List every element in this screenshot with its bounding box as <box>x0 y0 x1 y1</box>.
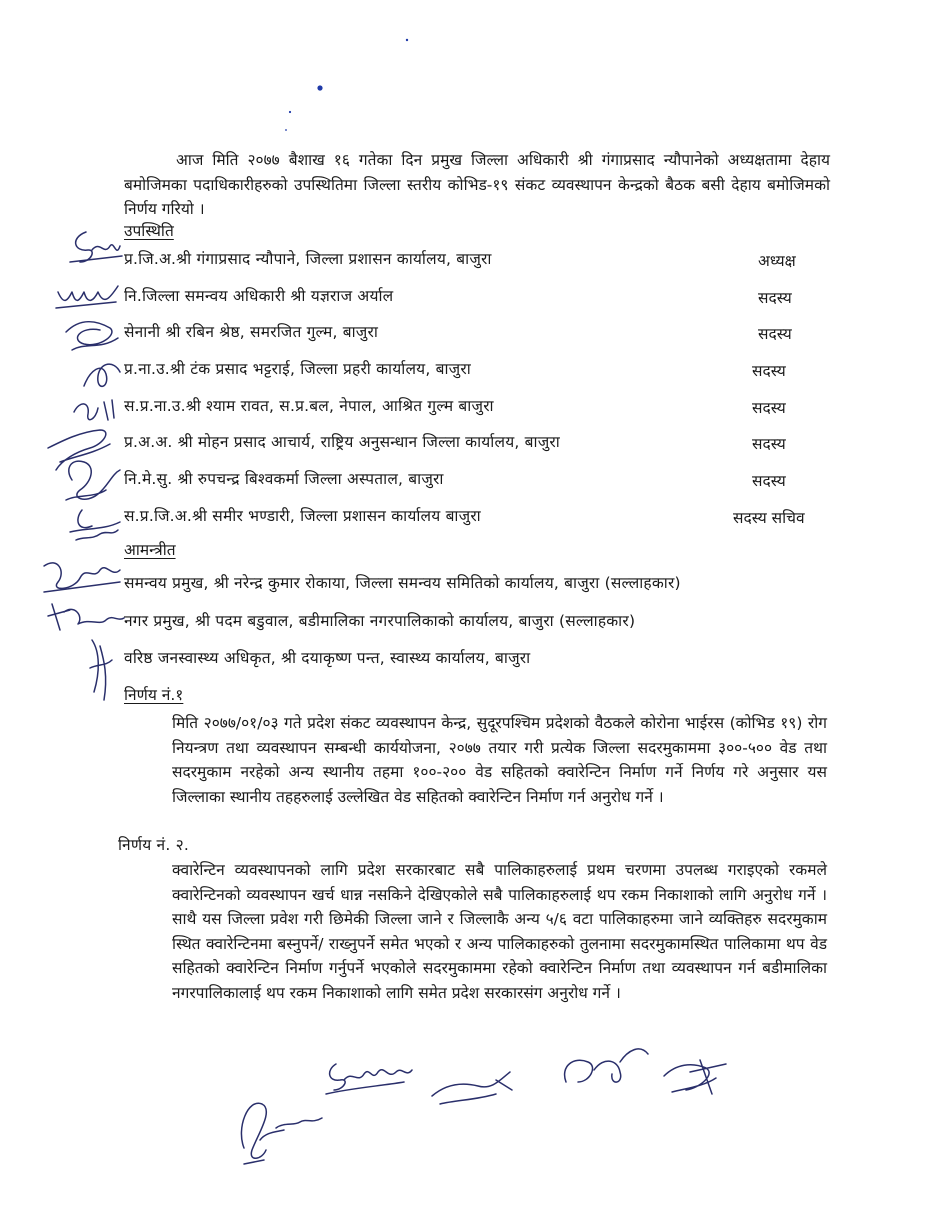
member-name: सेनानी श्री रबिन श्रेष्ठ, समरजित गुल्म, बाजुरा <box>124 323 379 341</box>
member-name: प्र.ना.उ.श्री टंक प्रसाद भट्टराई, जिल्ला प्रहरी कार्यालय, बाजुरा <box>124 360 471 378</box>
decision-1-heading: निर्णय नं.१ <box>124 686 184 704</box>
member-name: स.प्र.जि.अ.श्री समीर भण्डारी, जिल्ला प्रशासन कार्यालय बाजुरा <box>124 507 481 525</box>
member-role: सदस्य <box>752 472 786 490</box>
attendance-heading: उपस्थिति <box>124 222 174 240</box>
member-name: प्र.अ.अ. श्री मोहन प्रसाद आचार्य, राष्ट्रिय अनुसन्धान जिल्ला कार्यालय, बाजुरा <box>124 433 560 451</box>
member-name: नि.जिल्ला समन्वय अधिकारी श्री यज्ञराज अर्याल <box>124 287 394 305</box>
member-role: सदस्य <box>758 289 792 307</box>
decision-1-text: मिति २०७७/०१/०३ गते प्रदेश संकट व्यवस्थापन केन्द्र, सुदूरपश्चिम प्रदेशको वैठकले कोरोना भाईरस (कोभिड १९) रोग नियन्त्रण तथा व्यवस्थापन सम्बन्धी कार्ययोजना, २०७७ तयार गरी प्रत्येक जिल्ला सदरमुकाममा ३००-५०० वेड तथा सदरमुकाम नरहेको अन्य स्थानीय तहमा १००-२०० वेड सहितको क्वारेन्टिन निर्माण गर्ने निर्णय गरे अनुसार यस जिल्लाका स्थानीय तहहरुलाई उल्लेखित वेड सहितको क्वारेन्टिन निर्माण गर्न अनुरोध गर्ने । <box>172 714 827 806</box>
member-name: स.प्र.ना.उ.श्री श्याम रावत, स.प्र.बल, नेपाल, आश्रित गुल्म बाजुरा <box>124 397 494 415</box>
member-name: प्र.जि.अ.श्री गंगाप्रसाद न्यौपाने, जिल्ला प्रशासन कार्यालय, बाजुरा <box>124 250 492 268</box>
intro-paragraph: आज मिति २०७७ बैशाख १६ गतेका दिन प्रमुख जिल्ला अधिकारी श्री गंगाप्रसाद न्यौपानेको अध्यक्षतामा देहाय बमोजिमका पदाधिकारीहरुको उपस्थितिमा जिल्ला स्तरीय कोभिड-१९ संकट व्यवस्थापन केन्द्रको बैठक बसी देहाय बमोजिमको निर्णय गरियो । <box>124 151 830 218</box>
member-role: सदस्य <box>758 325 792 343</box>
invited-member: वरिष्ठ जनस्वास्थ्य अधिकृत, श्री दयाकृष्ण पन्त, स्वास्थ्य कार्यालय, बाजुरा <box>124 649 531 667</box>
invited-member: समन्वय प्रमुख, श्री नरेन्द्र कुमार रोकाया, जिल्ला समन्वय समितिको कार्यालय, बाजुरा (सल्लाहकार) <box>124 574 681 592</box>
invited-member: नगर प्रमुख, श्री पदम बडुवाल, बडीमालिका नगरपालिकाको कार्यालय, बाजुरा (सल्लाहकार) <box>124 612 636 630</box>
decision-2-text: क्वारेन्टिन व्यवस्थापनको लागि प्रदेश सरकारबाट सबै पालिकाहरुलाई प्रथम चरणमा उपलब्ध गराइएको रकमले क्वारेन्टिनको व्यवस्थापन खर्च धान्न नसकिने देखिएकोले सबै पालिकाहरुलाई थप रकम निकाशाको लागि अनुरोध गर्ने । साथै यस जिल्ला प्रवेश गरी छिमेकी जिल्ला जाने र जिल्लाकै अन्य ५/६ वटा पालिकाहरुमा जाने व्यक्तिहरु सदरमुकाम स्थित क्वारेन्टिनमा बस्नुपर्ने/ राख्नुपर्ने समेत भएको र अन्य पालिकाहरुको तुलनामा सदरमुकामस्थित पालिकामा थप वेड सहितको क्वारेन्टिन निर्माण गर्नुपर्ने भएकोले सदरमुकाममा रहेको क्वारेन्टिन निर्माण तथा व्यवस्थापन गर्न बडीमालिका नगरपालिकालाई थप रकम निकाशाको लागि समेत प्रदेश सरकारसंग अनुरोध गर्ने । <box>172 861 827 1002</box>
member-role: सदस्य <box>752 362 786 380</box>
member-role: सदस्य सचिव <box>733 509 805 527</box>
member-role: सदस्य <box>752 399 786 417</box>
decision-2-heading: निर्णय नं. २. <box>118 836 189 854</box>
member-name: नि.मे.सु. श्री रुपचन्द्र बिश्वकर्मा जिल्ला अस्पताल, बाजुरा <box>124 470 444 488</box>
member-role: अध्यक्ष <box>758 252 796 270</box>
invited-heading: आमन्त्रीत <box>124 541 176 559</box>
member-role: सदस्य <box>752 435 786 453</box>
